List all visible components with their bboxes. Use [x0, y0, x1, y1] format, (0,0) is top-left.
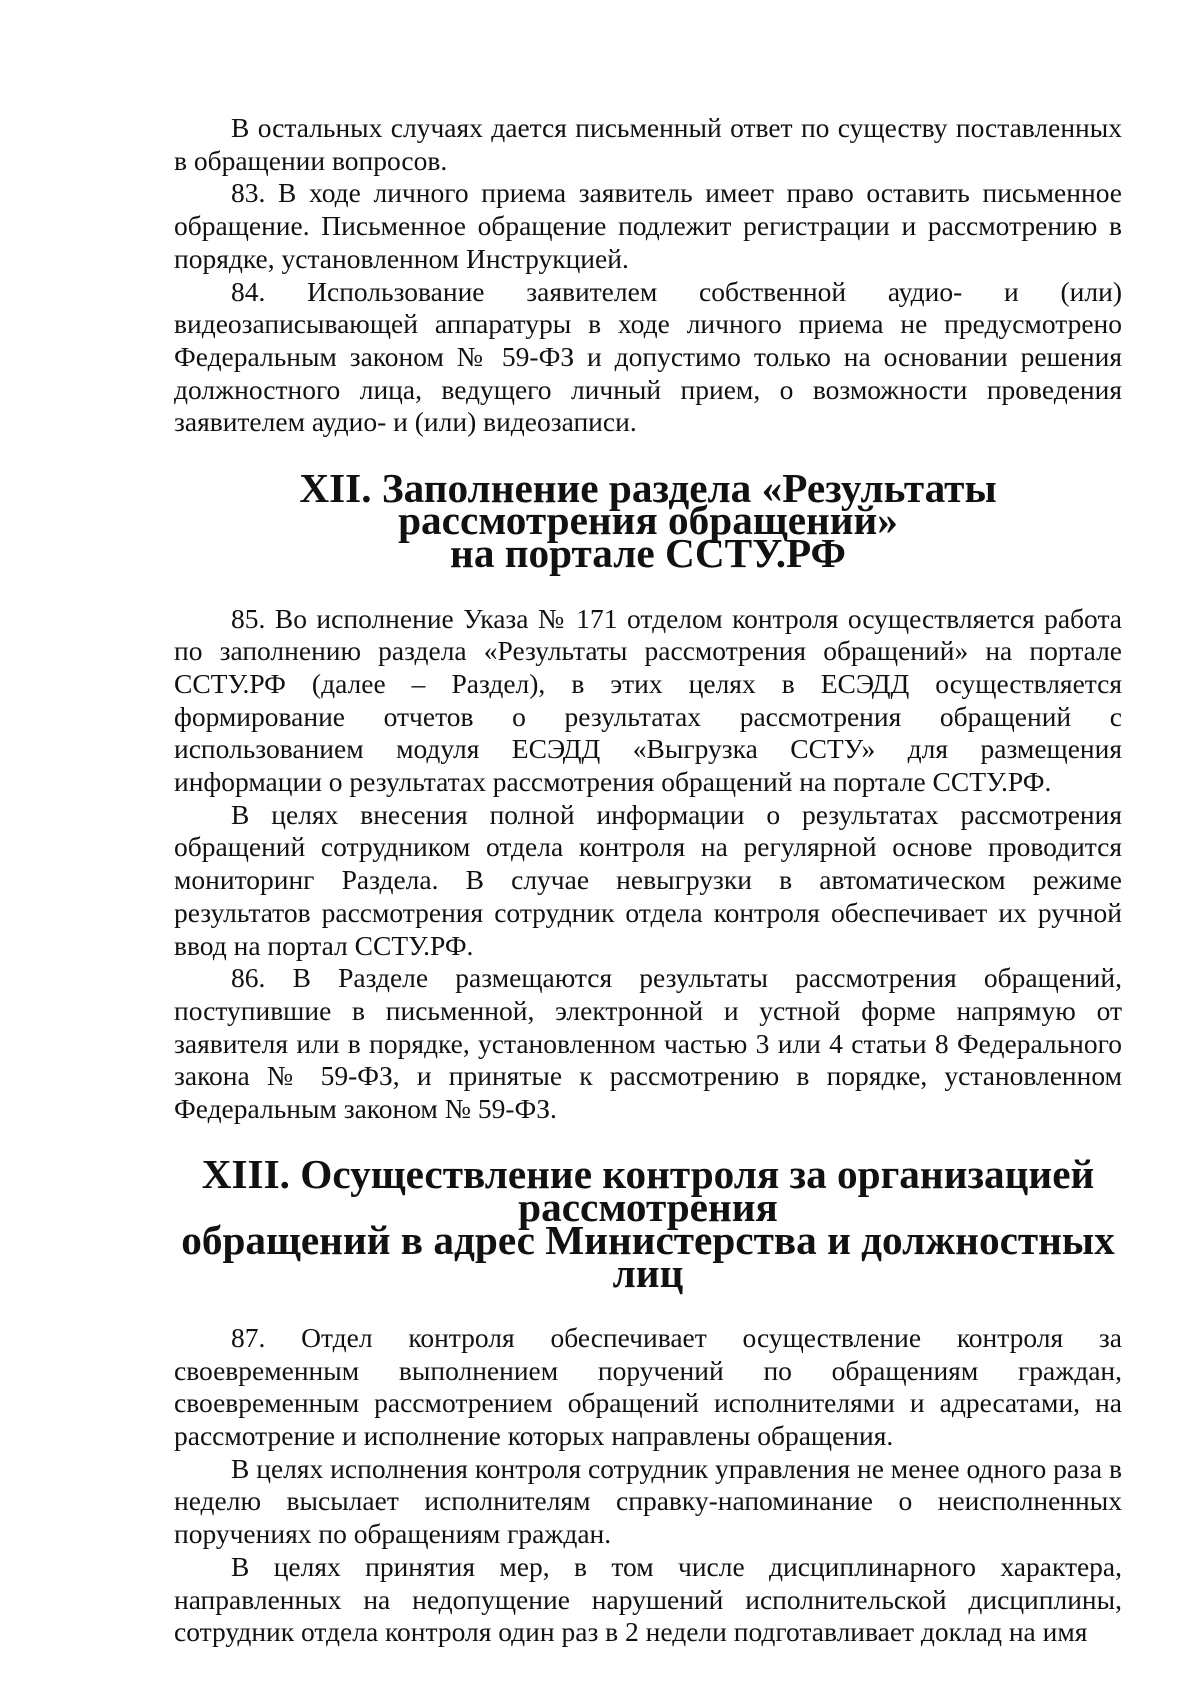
- section-heading-xii-line2: на портале ССТУ.РФ: [450, 530, 846, 577]
- section-heading-xii-line1: XII. Заполнение раздела «Результаты рассмотрения обращений»: [299, 464, 997, 544]
- paragraph-87: 87. Отдел контроля обеспечивает осуществление контроля за своевременным выполнением поручений по обращениям граждан, своевременным рассмотрением обращений исполнителями и адресатами, на рассмотрение и исполнение которых направлены обращения.: [174, 1321, 1122, 1452]
- paragraph-85: 85. Во исполнение Указа № 171 отделом контроля осуществляется работа по заполнению раздела «Результаты рассмотрения обращений» на портале ССТУ.РФ (далее – Раздел), в этих целях в ЕСЭДД осуществляется формирование отчетов о результатах рассмотрения обращений с использованием модуля ЕСЭДД «Выгрузка ССТУ» для размещения информации о результатах рассмотрения обращений на портале ССТУ.РФ.: [174, 602, 1122, 798]
- section-heading-xii: [174, 464, 1122, 577]
- paragraph-87-report: В целях принятия мер, в том числе дисциплинарного характера, направленных на недопущение нарушений исполнительской дисциплины, сотрудник отдела контроля один раз в 2 недели подготавливает доклад на имя: [174, 1550, 1122, 1648]
- section-heading-xiii: [174, 1151, 1122, 1296]
- paragraph-83: 83. В ходе личного приема заявитель имеет право оставить письменное обращение. Письменное обращение подлежит регистрации и рассмотрению в порядке, установленном Инструкцией.: [174, 177, 1122, 274]
- document-page: [174, 112, 1122, 1649]
- paragraph-85-monitoring: В целях внесения полной информации о результатах рассмотрения обращений сотрудником отдела контроля на регулярной основе проводится мониторинг Раздела. В случае невыгрузки в автоматическом режиме результатов рассмотрения сотрудник отдела контроля обеспечивает их ручной ввод на портал ССТУ.РФ.: [174, 798, 1122, 961]
- paragraph-written-answer: В остальных случаях дается письменный ответ по существу поставленных в обращении вопросов.: [174, 112, 1122, 176]
- paragraph-87-reminder: В целях исполнения контроля сотрудник управления не менее одного раза в неделю высылает исполнителям справку-напоминание о неисполненных поручениях по обращениям граждан.: [174, 1452, 1122, 1550]
- section-heading-xiii-line1: XIII. Осуществление контроля за организацией рассмотрения: [201, 1151, 1095, 1231]
- paragraph-84: 84. Использование заявителем собственной аудио- и (или) видеозаписывающей аппаратуры в ходе личного приема не предусмотрено Федеральным законом № 59-ФЗ и допустимо только на основании решения должностного лица, ведущего личный прием, о возможности проведения заявителем аудио- и (или) видеозаписи.: [174, 275, 1122, 438]
- section-heading-xiii-line2: обращений в адрес Министерства и должностных лиц: [181, 1216, 1115, 1296]
- paragraph-86: 86. В Разделе размещаются результаты рассмотрения обращений, поступившие в письменной, электронной и устной форме напрямую от заявителя или в порядке, установленном частью 3 или 4 статьи 8 Федерального закона № 59-ФЗ, и принятые к рассмотрению в порядке, установленном Федеральным законом № 59-ФЗ.: [174, 962, 1122, 1125]
